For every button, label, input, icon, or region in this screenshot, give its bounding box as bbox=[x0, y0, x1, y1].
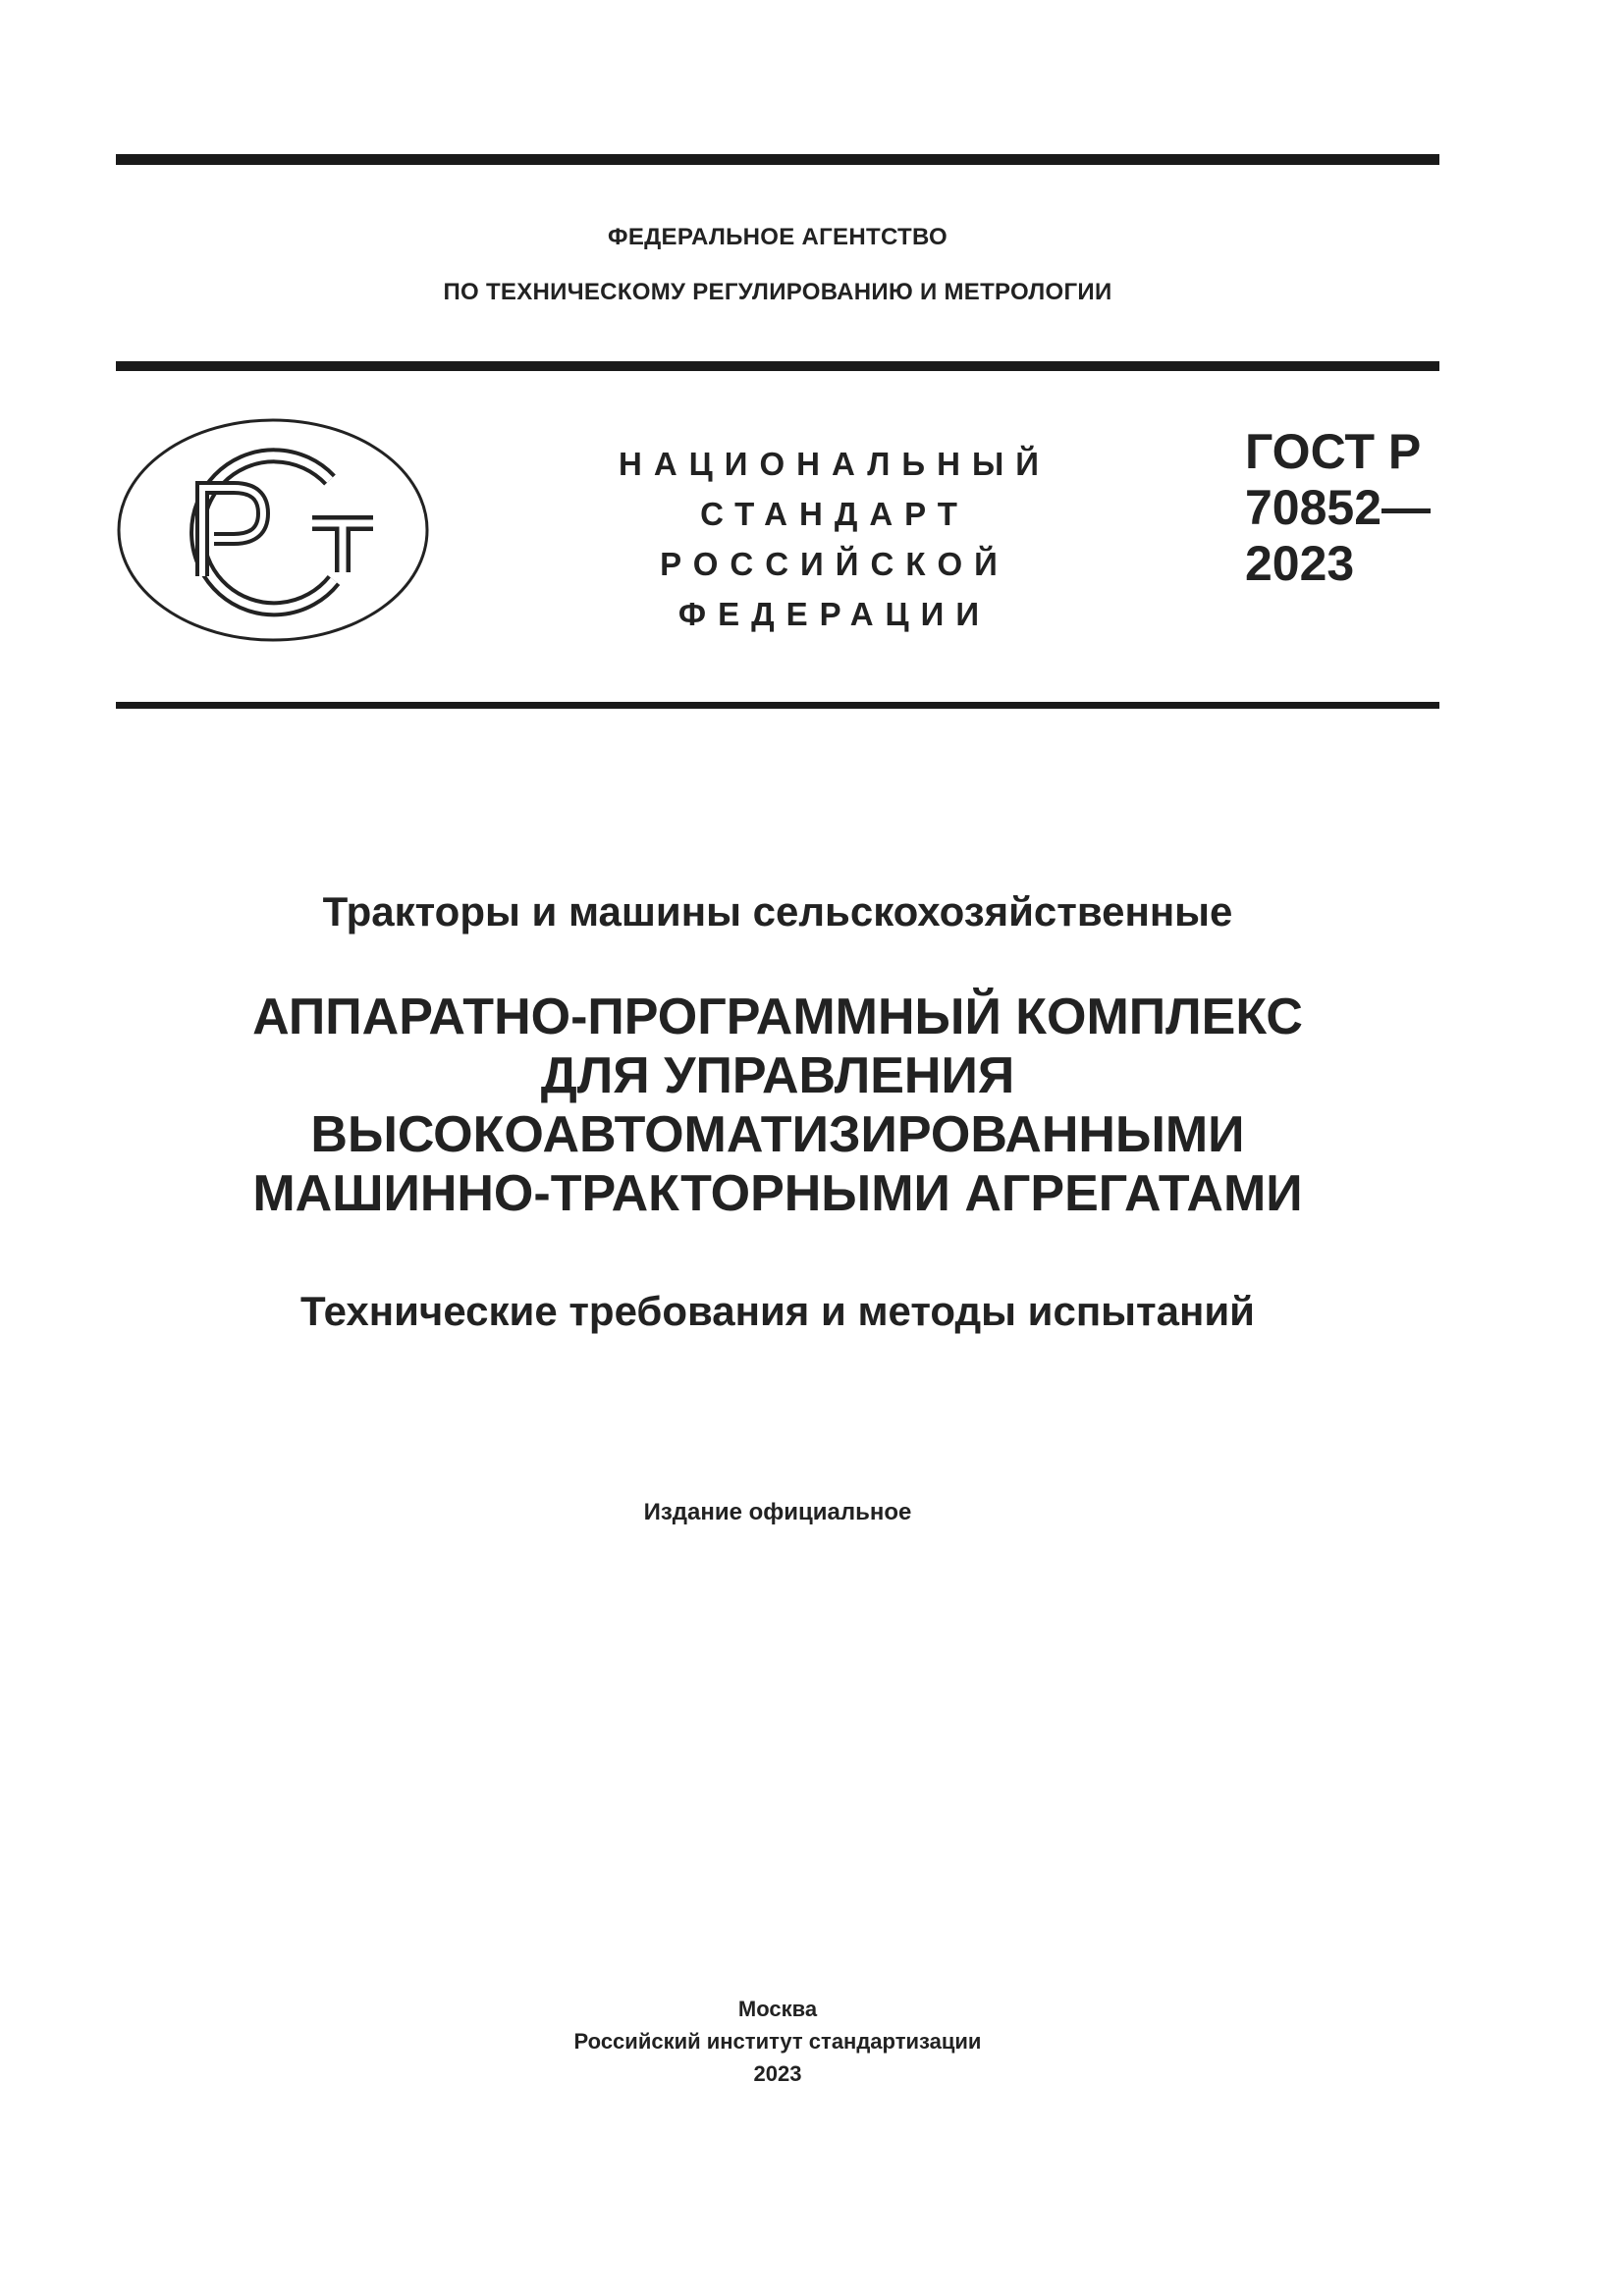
national-line-3: РОССИЙСКОЙ bbox=[660, 546, 1009, 582]
standard-code-line-2: 70852— bbox=[1245, 480, 1432, 535]
document-main-title bbox=[116, 988, 1439, 1223]
standard-code-line-3: 2023 bbox=[1245, 536, 1355, 591]
national-line-4: ФЕДЕРАЦИИ bbox=[677, 596, 992, 632]
agency-line-2: ПО ТЕХНИЧЕСКОМУ РЕГУЛИРОВАНИЮ И МЕТРОЛОГИИ bbox=[443, 279, 1112, 305]
standard-code-line-1: ГОСТ Р bbox=[1245, 424, 1422, 479]
publisher-block bbox=[116, 1993, 1439, 2090]
main-title-line-3: ВЫСОКОАВТОМАТИЗИРОВАННЫМИ bbox=[310, 1106, 1245, 1163]
header-divider bbox=[116, 361, 1439, 371]
national-line-1: НАЦИОНАЛЬНЫЙ bbox=[619, 446, 1051, 482]
publisher-city: Москва bbox=[737, 1997, 818, 2021]
technical-requirements-heading: Технические требования и методы испытаний bbox=[300, 1288, 1255, 1334]
publisher-year: 2023 bbox=[753, 2061, 802, 2086]
national-standard-label bbox=[609, 439, 1060, 639]
national-line-2: СТАНДАРТ bbox=[700, 496, 969, 532]
edition-label: Издание официальное bbox=[643, 1499, 912, 1525]
main-title-line-2: ДЛЯ УПРАВЛЕНИЯ bbox=[540, 1047, 1015, 1104]
main-title-line-1: АППАРАТНО-ПРОГРАММНЫЙ КОМПЛЕКС bbox=[252, 988, 1303, 1045]
agency-line-1: ФЕДЕРАЛЬНОЕ АГЕНТСТВО bbox=[608, 224, 947, 250]
document-subtitle: Тракторы и машины сельскохозяйственные bbox=[322, 888, 1233, 934]
publisher-institute: Российский институт стандартизации bbox=[573, 2029, 982, 2054]
main-title-line-4: МАШИННО-ТРАКТОРНЫМИ АГРЕГАТАМИ bbox=[252, 1165, 1303, 1222]
standard-divider bbox=[116, 702, 1439, 709]
standard-code bbox=[1245, 424, 1431, 592]
top-divider bbox=[116, 154, 1439, 165]
rst-certification-logo bbox=[116, 417, 430, 643]
